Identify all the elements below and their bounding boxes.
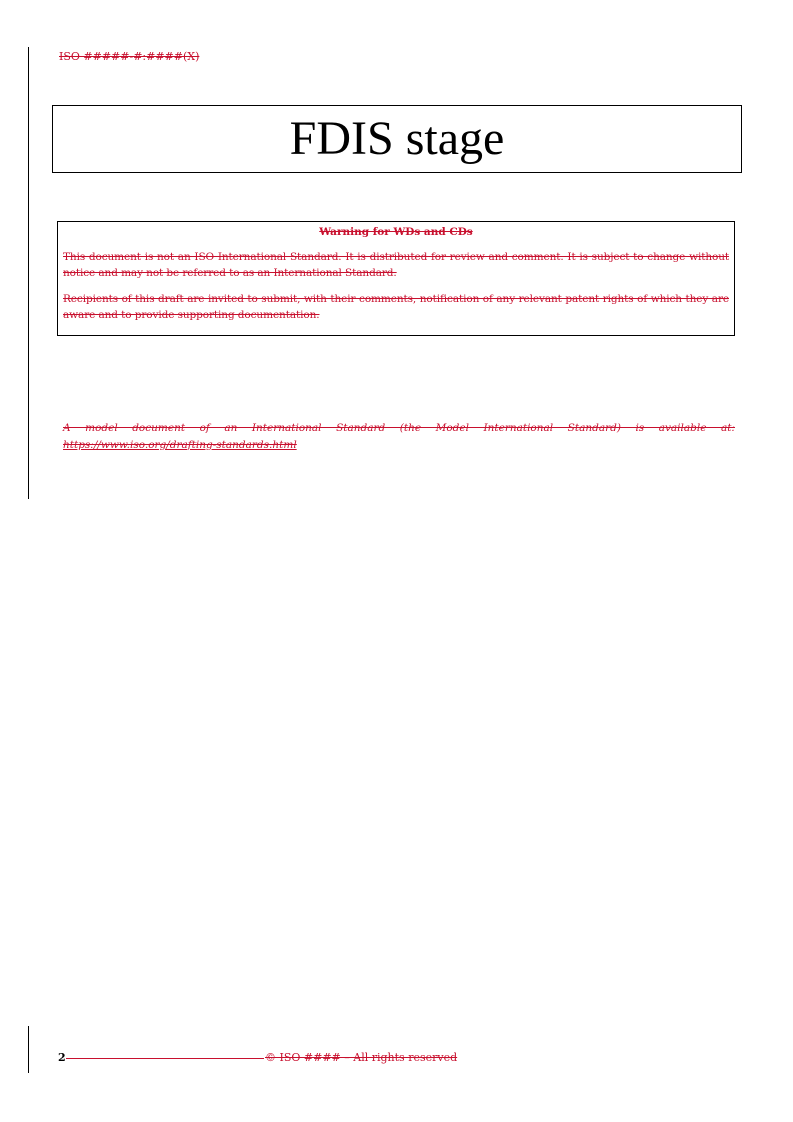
warning-paragraph-distribution: This document is not an ISO International Standard. It is distributed for review and comment. It is subject to change without notice and may not be referred to as an International Standard. <box>63 251 729 279</box>
warning-box <box>57 221 735 336</box>
copyright-notice: © ISO #### – All rights reserved <box>265 1051 458 1064</box>
stage-box <box>52 105 742 173</box>
page-number: 2 <box>58 1051 66 1064</box>
stage-title: FDIS stage <box>289 112 505 165</box>
model-note-text: A model document of an International Standard (the Model International Standard) is available at: <box>63 422 735 434</box>
document-reference: ISO #####-#:####(X) <box>59 50 200 63</box>
change-bar-bottom <box>28 1026 29 1073</box>
change-bar-top <box>28 47 29 499</box>
drafting-standards-link[interactable]: https://www.iso.org/drafting-standards.html <box>63 439 297 451</box>
warning-paragraph-patents: Recipients of this draft are invited to submit, with their comments, notification of any relevant patent rights of which they are aware and to provide supporting documentation. <box>63 293 729 321</box>
model-document-note <box>63 420 735 454</box>
warning-title: Warning for WDs and CDs <box>319 226 473 238</box>
